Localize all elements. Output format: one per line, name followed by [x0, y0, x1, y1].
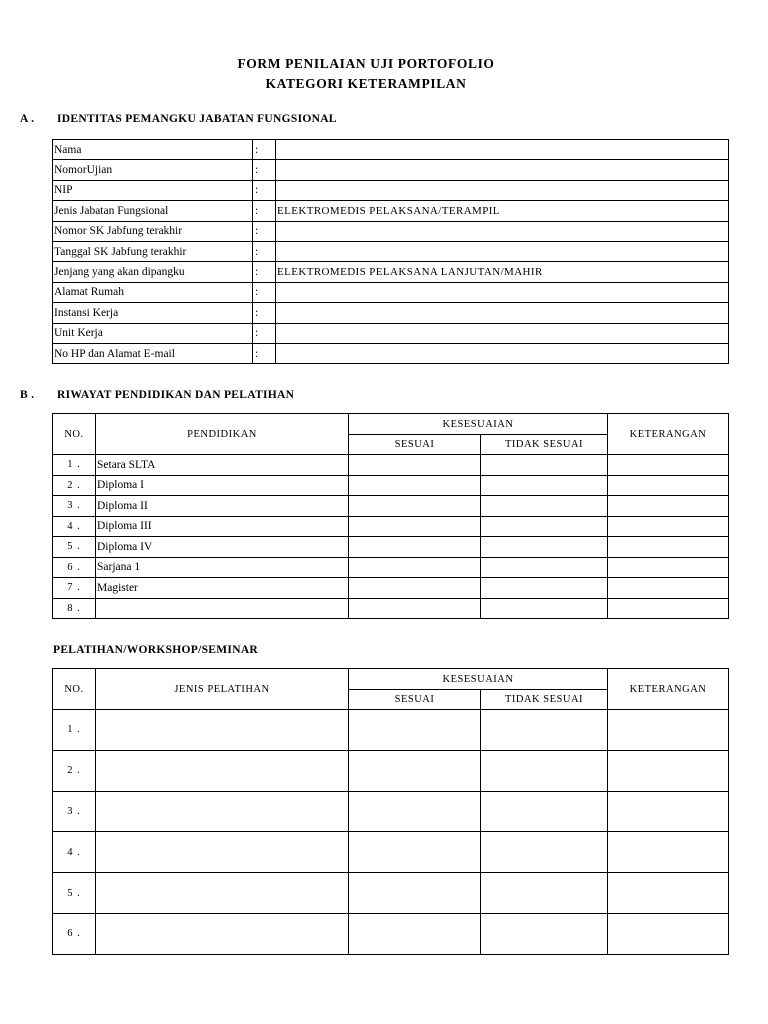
- section-b-title: RIWAYAT PENDIDIKAN DAN PELATIHAN: [57, 389, 295, 401]
- education-table: [52, 413, 729, 619]
- education-header-no: NO.: [53, 414, 96, 455]
- training-row-number: 6 .: [53, 913, 96, 954]
- education-tidak-sesuai-cell[interactable]: [481, 516, 608, 537]
- education-row: [53, 557, 729, 578]
- identity-value-field[interactable]: [276, 282, 729, 302]
- identity-colon: :: [253, 140, 276, 160]
- identity-value-field[interactable]: [276, 160, 729, 180]
- training-tidak-sesuai-cell[interactable]: [481, 873, 608, 914]
- training-table: [52, 668, 729, 955]
- identity-colon: :: [253, 221, 276, 241]
- identity-value-field[interactable]: [276, 241, 729, 261]
- training-keterangan-cell[interactable]: [608, 710, 729, 751]
- education-tidak-sesuai-cell[interactable]: [481, 537, 608, 558]
- training-name-cell[interactable]: [96, 832, 349, 873]
- education-row: [53, 537, 729, 558]
- training-name-cell[interactable]: [96, 791, 349, 832]
- identity-row: [53, 201, 729, 221]
- education-row-name: Diploma I: [96, 475, 349, 496]
- education-keterangan-cell[interactable]: [608, 578, 729, 599]
- training-sesuai-cell[interactable]: [349, 750, 481, 791]
- education-row-name: Diploma II: [96, 496, 349, 517]
- education-row-number: 1 .: [53, 455, 96, 476]
- education-header-kesesuaian: KESESUAIAN: [349, 414, 608, 435]
- training-header-keterangan: KETERANGAN: [608, 669, 729, 710]
- training-row-number: 1 .: [53, 710, 96, 751]
- identity-label: Alamat Rumah: [53, 282, 253, 302]
- training-sesuai-cell[interactable]: [349, 873, 481, 914]
- identity-colon: :: [253, 201, 276, 221]
- training-name-cell[interactable]: [96, 913, 349, 954]
- education-row: [53, 516, 729, 537]
- training-keterangan-cell[interactable]: [608, 873, 729, 914]
- education-keterangan-cell[interactable]: [608, 516, 729, 537]
- training-heading: PELATIHAN/WORKSHOP/SEMINAR: [53, 644, 259, 656]
- education-tidak-sesuai-cell[interactable]: [481, 475, 608, 496]
- identity-label: Tanggal SK Jabfung terakhir: [53, 241, 253, 261]
- training-keterangan-cell[interactable]: [608, 791, 729, 832]
- identity-colon: :: [253, 180, 276, 200]
- training-row-number: 3 .: [53, 791, 96, 832]
- identity-label: NIP: [53, 180, 253, 200]
- identity-label: Jenjang yang akan dipangku: [53, 262, 253, 282]
- identity-label: Nomor SK Jabfung terakhir: [53, 221, 253, 241]
- identity-row: [53, 343, 729, 363]
- section-b-heading: [20, 389, 294, 401]
- education-row-name: [96, 598, 349, 619]
- training-keterangan-cell[interactable]: [608, 750, 729, 791]
- education-sesuai-cell[interactable]: [349, 455, 481, 476]
- section-b-letter: B .: [20, 389, 35, 401]
- identity-label: Unit Kerja: [53, 323, 253, 343]
- section-a-heading: [20, 113, 337, 125]
- education-row: [53, 598, 729, 619]
- identity-colon: :: [253, 262, 276, 282]
- training-header-no: NO.: [53, 669, 96, 710]
- training-keterangan-cell[interactable]: [608, 913, 729, 954]
- identity-label: NomorUjian: [53, 160, 253, 180]
- education-row-number: 4 .: [53, 516, 96, 537]
- training-sesuai-cell[interactable]: [349, 913, 481, 954]
- education-row-name: Setara SLTA: [96, 455, 349, 476]
- identity-row: [53, 180, 729, 200]
- training-sesuai-cell[interactable]: [349, 710, 481, 751]
- identity-row: [53, 282, 729, 302]
- training-row: [53, 873, 729, 914]
- education-row: [53, 475, 729, 496]
- identity-colon: :: [253, 303, 276, 323]
- training-name-cell[interactable]: [96, 873, 349, 914]
- education-keterangan-cell[interactable]: [608, 496, 729, 517]
- education-keterangan-cell[interactable]: [608, 475, 729, 496]
- training-row-number: 5 .: [53, 873, 96, 914]
- education-row-number: 3 .: [53, 496, 96, 517]
- education-sesuai-cell[interactable]: [349, 496, 481, 517]
- training-tidak-sesuai-cell[interactable]: [481, 750, 608, 791]
- identity-label: Nama: [53, 140, 253, 160]
- form-subtitle: KATEGORI KETERAMPILAN: [265, 76, 467, 91]
- education-header-tidak-sesuai: TIDAK SESUAI: [481, 435, 608, 455]
- training-tidak-sesuai-cell[interactable]: [481, 832, 608, 873]
- education-row-name: Magister: [96, 578, 349, 599]
- identity-colon: :: [253, 241, 276, 261]
- training-name-cell[interactable]: [96, 750, 349, 791]
- identity-row: [53, 323, 729, 343]
- training-sesuai-cell[interactable]: [349, 832, 481, 873]
- training-row: [53, 832, 729, 873]
- training-tidak-sesuai-cell[interactable]: [481, 710, 608, 751]
- section-a-letter: A .: [20, 113, 35, 125]
- training-row: [53, 710, 729, 751]
- education-tidak-sesuai-cell[interactable]: [481, 557, 608, 578]
- education-keterangan-cell[interactable]: [608, 557, 729, 578]
- identity-value-field[interactable]: ELEKTROMEDIS PELAKSANA/TERAMPIL: [276, 201, 729, 221]
- education-sesuai-cell[interactable]: [349, 557, 481, 578]
- education-row-name: Diploma IV: [96, 537, 349, 558]
- identity-row: [53, 241, 729, 261]
- education-row-number: 5 .: [53, 537, 96, 558]
- training-row: [53, 791, 729, 832]
- form-title: FORM PENILAIAN UJI PORTOFOLIO: [237, 56, 495, 71]
- education-row: [53, 455, 729, 476]
- education-keterangan-cell[interactable]: [608, 537, 729, 558]
- education-row: [53, 578, 729, 599]
- identity-row: [53, 221, 729, 241]
- training-row: [53, 913, 729, 954]
- training-row-number: 2 .: [53, 750, 96, 791]
- education-header-keterangan: KETERANGAN: [608, 414, 729, 455]
- training-header-kesesuaian: KESESUAIAN: [349, 669, 608, 690]
- education-tidak-sesuai-cell[interactable]: [481, 455, 608, 476]
- identity-row: [53, 160, 729, 180]
- training-header-tidak-sesuai: TIDAK SESUAI: [481, 690, 608, 710]
- training-header-sesuai: SESUAI: [349, 690, 481, 710]
- identity-colon: :: [253, 323, 276, 343]
- education-tidak-sesuai-cell[interactable]: [481, 598, 608, 619]
- identity-row: [53, 262, 729, 282]
- education-keterangan-cell[interactable]: [608, 598, 729, 619]
- education-row-name: Sarjana 1: [96, 557, 349, 578]
- identity-value-field[interactable]: [276, 180, 729, 200]
- education-tidak-sesuai-cell[interactable]: [481, 578, 608, 599]
- education-header-item: PENDIDIKAN: [96, 414, 349, 455]
- education-row-number: 7 .: [53, 578, 96, 599]
- education-header-sesuai: SESUAI: [349, 435, 481, 455]
- identity-row: [53, 303, 729, 323]
- identity-value-field[interactable]: [276, 221, 729, 241]
- education-keterangan-cell[interactable]: [608, 455, 729, 476]
- education-sesuai-cell[interactable]: [349, 516, 481, 537]
- education-sesuai-cell[interactable]: [349, 537, 481, 558]
- identity-colon: :: [253, 160, 276, 180]
- education-sesuai-cell[interactable]: [349, 598, 481, 619]
- identity-label: Jenis Jabatan Fungsional: [53, 201, 253, 221]
- identity-row: [53, 140, 729, 160]
- identity-colon: :: [253, 282, 276, 302]
- training-name-cell[interactable]: [96, 710, 349, 751]
- education-row-number: 6 .: [53, 557, 96, 578]
- identity-value-field[interactable]: [276, 140, 729, 160]
- education-row-number: 8 .: [53, 598, 96, 619]
- training-row-number: 4 .: [53, 832, 96, 873]
- education-tidak-sesuai-cell[interactable]: [481, 496, 608, 517]
- identity-label: Instansi Kerja: [53, 303, 253, 323]
- identity-value-field[interactable]: [276, 343, 729, 363]
- identity-table: [52, 139, 729, 364]
- education-row-name: Diploma III: [96, 516, 349, 537]
- identity-colon: :: [253, 343, 276, 363]
- identity-label: No HP dan Alamat E-mail: [53, 343, 253, 363]
- training-tidak-sesuai-cell[interactable]: [481, 913, 608, 954]
- identity-value-field[interactable]: [276, 323, 729, 343]
- section-a-title: IDENTITAS PEMANGKU JABATAN FUNGSIONAL: [57, 113, 337, 125]
- education-sesuai-cell[interactable]: [349, 475, 481, 496]
- education-row: [53, 496, 729, 517]
- identity-value-field[interactable]: ELEKTROMEDIS PELAKSANA LANJUTAN/MAHIR: [276, 262, 729, 282]
- training-tidak-sesuai-cell[interactable]: [481, 791, 608, 832]
- training-sesuai-cell[interactable]: [349, 791, 481, 832]
- training-header-item: JENIS PELATIHAN: [96, 669, 349, 710]
- education-row-number: 2 .: [53, 475, 96, 496]
- training-keterangan-cell[interactable]: [608, 832, 729, 873]
- education-sesuai-cell[interactable]: [349, 578, 481, 599]
- identity-value-field[interactable]: [276, 303, 729, 323]
- training-row: [53, 750, 729, 791]
